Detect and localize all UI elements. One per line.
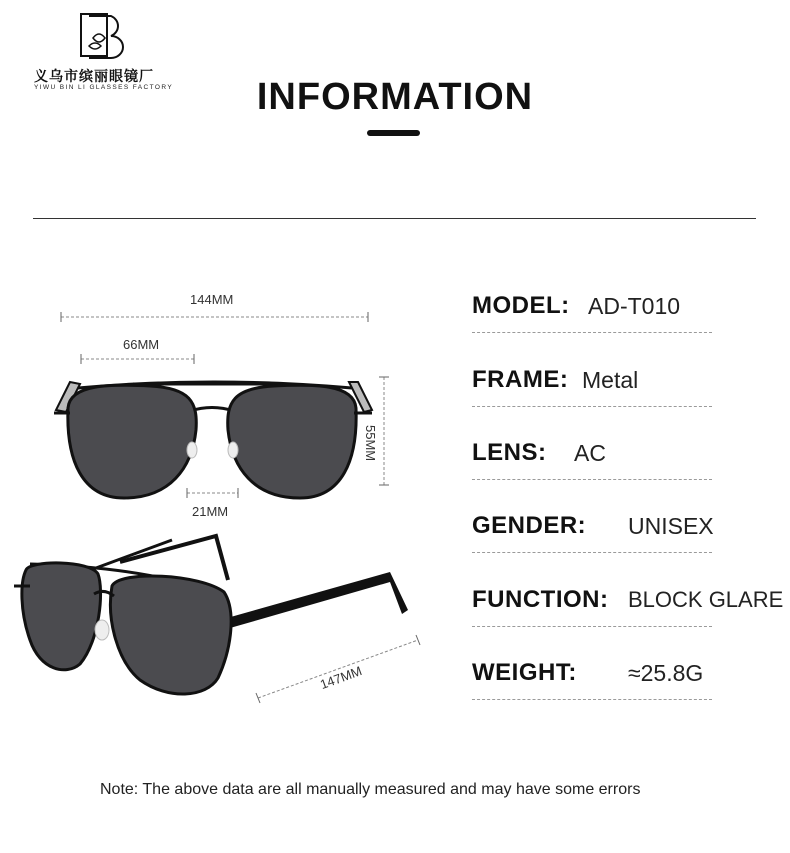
title-underline <box>367 130 420 136</box>
bridge-label: 21MM <box>192 504 229 519</box>
spec-row-lens <box>472 439 712 480</box>
spec-row-frame <box>472 366 712 407</box>
spec-key: FRAME: <box>472 366 569 393</box>
section-divider <box>33 218 756 219</box>
spec-key: FUNCTION: <box>472 586 609 613</box>
spec-row-model <box>472 292 712 333</box>
glasses-front-view <box>0 280 440 530</box>
spec-value: ≈25.8G <box>628 660 704 686</box>
total-width-label: 144MM <box>190 292 234 307</box>
brand-name-cn: 义乌市缤丽眼镜厂 <box>34 69 154 85</box>
glasses-side-view <box>0 530 440 710</box>
footer-note: Note: The above data are all manually measured and may have some errors <box>100 781 641 798</box>
spec-value: Metal <box>582 367 639 393</box>
spec-key: GENDER: <box>472 512 587 539</box>
spec-value: AD-T010 <box>588 293 681 319</box>
lens-width-label: 66MM <box>123 337 160 352</box>
temple-length-label: 147MM <box>318 663 364 693</box>
brand-name-en: YIWU BIN LI GLASSES FACTORY <box>34 84 174 91</box>
page-title: INFORMATION <box>256 76 534 118</box>
spec-key: LENS: <box>472 439 547 466</box>
spec-key: WEIGHT: <box>472 659 577 686</box>
lens-height-label: 55MM <box>363 425 378 462</box>
spec-row-gender <box>472 512 712 553</box>
spec-row-weight <box>472 659 712 700</box>
lb-monogram-icon <box>79 12 127 60</box>
spec-value: AC <box>574 440 606 466</box>
spec-key: MODEL: <box>472 292 570 319</box>
spec-value: BLOCK GLARE <box>628 587 784 612</box>
spec-row-function <box>472 586 784 627</box>
spec-value: UNISEX <box>628 513 714 539</box>
